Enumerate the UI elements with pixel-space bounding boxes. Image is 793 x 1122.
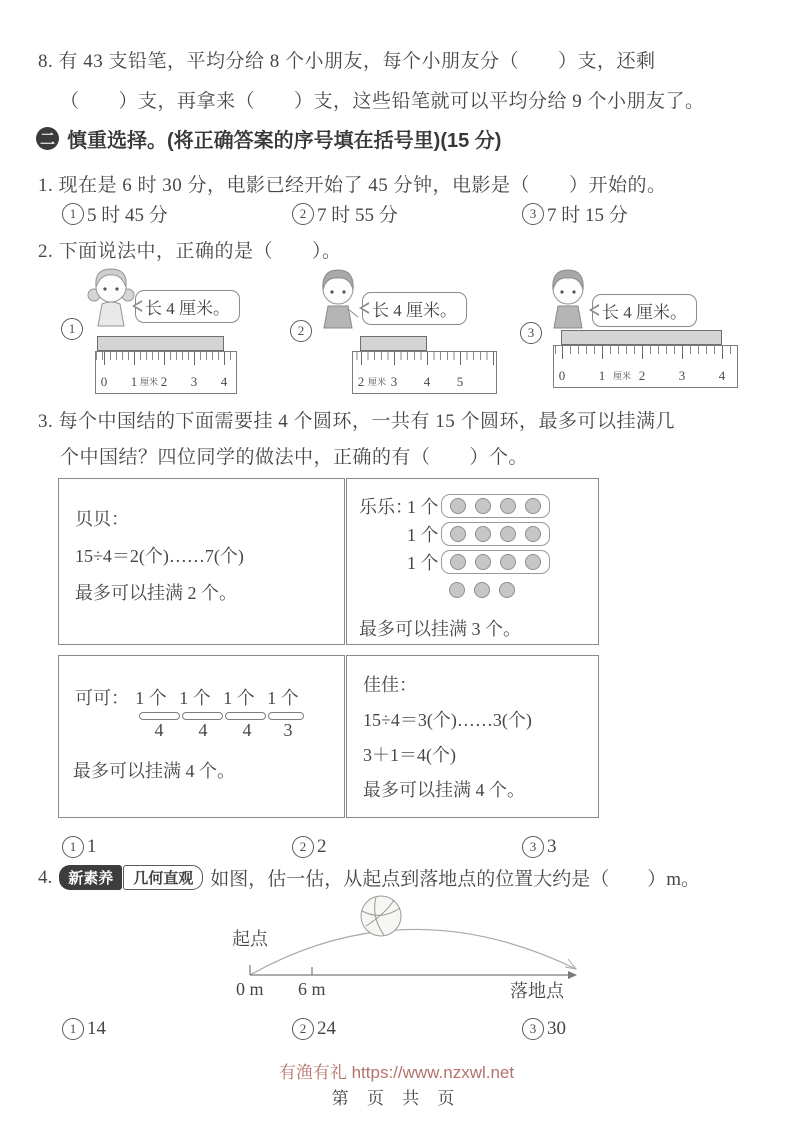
question-4-text: 如图，估一估，从起点到落地点的位置大约是（ ）m。 [210,869,701,890]
group-label: 1 个 [135,688,167,708]
ring-group [441,522,550,546]
ruler-body [95,351,237,394]
ruler-body [352,351,497,394]
ruler-number: 2 [357,374,365,389]
section-2-header [36,124,501,153]
q1-option-1 [62,200,168,227]
speech-bubble [592,294,697,327]
ruler-number: 1 [130,374,138,389]
option-text: 1 [87,836,97,857]
option-text: 7 时 55 分 [317,205,398,226]
measured-strip [97,336,224,351]
ring-icon [450,526,466,542]
group-count: 4 [242,720,252,740]
ring-icon [525,526,541,542]
group-count: 4 [198,720,208,740]
student-work: 3＋1＝4(个) [363,745,456,765]
ruler-number: 3 [190,374,198,389]
ruler-figure-2 [352,336,497,394]
ring-row-2 [359,521,586,547]
ring-icon [450,498,466,514]
ruler-ticks [353,352,496,365]
group-labels-row [75,684,330,710]
ring-icon [500,554,516,570]
ruler-number: 5 [456,374,464,389]
q4-option-2 [292,1018,336,1040]
option-text: 2 [317,836,327,857]
option-circled-number: 3 [522,203,544,225]
student-name: 可可： [75,688,129,708]
figure-3 [515,262,765,404]
ruler-number: 4 [718,368,726,383]
question-3-line2: 个中国结？四位同学的做法中，正确的有（ ）个。 [60,447,529,468]
ruler-number: 0 [558,368,566,383]
option-text: 14 [87,1018,106,1039]
q3-option-3 [522,836,557,858]
q4-option-3 [522,1018,566,1040]
ring-icon [475,554,491,570]
ring-group [441,494,550,518]
option-text: 5 时 45 分 [87,205,168,226]
group-count: 3 [283,720,293,740]
boy-avatar [312,264,364,330]
volleyball-icon [358,893,404,939]
ruler-number: 3 [390,374,398,389]
figure-2-number: 2 [290,320,312,342]
ruler-number: 0 [100,374,108,389]
q4-option-1 [62,1018,106,1040]
new-literacy-badge: 新素养 [59,865,122,890]
ruler-figure-3 [553,330,738,388]
question-8-line2: （ ）支，再拿来（ ）支，这些铅笔就可以平均分给 9 个小朋友了。 [60,91,705,112]
brace-segment [268,712,304,720]
geometric-intuition-badge: 几何直观 [123,865,203,890]
page-number-footer: 第 页 共 页 [331,1089,462,1108]
ring-icon [499,582,515,598]
speech-bubble [362,292,467,325]
site-watermark: 有渔有礼 https://www.nzxwl.net [278,1063,515,1082]
ring-icon [475,498,491,514]
q3-option-1 [62,836,97,858]
group-count-label: 1 个 [407,497,439,517]
six-meter-label: 6 m [298,979,326,999]
option-circled-number: 3 [522,1018,544,1040]
q1-option-2 [292,200,398,227]
student-box-jiajia [346,655,599,818]
brace-row [139,712,330,720]
girl-avatar [85,262,137,328]
student-conclusion: 最多可以挂满 3 个。 [359,619,521,639]
brace-segment [225,712,266,720]
question-3-line1: 3. 每个中国结的下面需要挂 4 个圆环，一共有 15 个圆环，最多可以挂满几 [38,411,676,432]
group-count-label: 1 个 [407,553,439,573]
question-1-text: 1. 现在是 6 时 30 分，电影已经开始了 45 分钟，电影是（ ）开始的。 [38,175,667,196]
group-count: 4 [154,720,164,740]
ring-icon [450,554,466,570]
question-4-number: 4. [38,866,53,888]
ring-icon [525,554,541,570]
ruler-number: 3 [678,368,686,383]
ruler-number: 1 [598,368,606,383]
measured-strip [561,330,722,345]
ring-icon [449,582,465,598]
speech-bubble-text: 长 4 厘米。 [372,301,457,320]
leftover-rings [441,579,523,601]
student-name: 贝贝： [75,509,129,529]
option-circled-number: 1 [62,1018,84,1040]
ring-icon [500,498,516,514]
measured-strip [360,336,427,351]
ruler-number: 2 [638,368,646,383]
q3-option-2 [292,836,327,858]
student-box-keke [58,655,345,818]
option-text: 7 时 15 分 [547,205,628,226]
student-conclusion: 最多可以挂满 4 个。 [363,780,525,800]
zero-meter-label: 0 m [236,979,264,999]
ring-group [441,550,550,574]
figure-3-number: 3 [520,322,542,344]
ruler-figure-1 [95,336,237,394]
student-conclusion: 最多可以挂满 2 个。 [75,583,237,603]
question-2-text: 2. 下面说法中，正确的是（ ）。 [38,241,342,262]
figure-1-number: 1 [61,318,83,340]
ruler-number: 2 [160,374,168,389]
option-text: 30 [547,1018,566,1039]
section-number-icon: 二 [36,127,59,150]
option-circled-number: 2 [292,1018,314,1040]
ruler-number: 4 [220,374,228,389]
speech-bubble-text: 长 4 厘米。 [145,299,230,318]
student-work: 15÷4＝2(个)……7(个) [75,546,244,566]
speech-bubble-text: 长 4 厘米。 [602,303,687,322]
student-box-lele [346,478,599,645]
brace-segment [139,712,180,720]
student-box-beibei [58,478,345,645]
leftover-rings-row [359,577,586,603]
ring-row-1 [359,493,586,519]
ring-icon [475,526,491,542]
ring-icon [525,498,541,514]
ruler-number: 4 [423,374,431,389]
ruler-unit: 厘米 [367,377,387,387]
group-count-label: 1 个 [407,525,439,545]
option-text: 24 [317,1018,336,1039]
brace-segment [182,712,223,720]
question-4-row [38,864,700,891]
question-8-line1: 8. 有 43 支铅笔，平均分给 8 个小朋友，每个小朋友分（ ）支，还剩 [38,51,656,72]
landing-point-label: 落地点 [510,981,564,1001]
group-label: 1 个 [223,688,255,708]
figure-1 [55,262,290,404]
option-circled-number: 2 [292,836,314,858]
group-label: 1 个 [179,688,211,708]
ring-row-3 [359,549,586,575]
group-label: 1 个 [267,688,299,708]
ball-trajectory-diagram [212,893,602,1003]
speech-bubble [135,290,240,323]
ruler-unit: 厘米 [139,377,159,387]
figure-2 [285,262,510,404]
ring-icon [500,526,516,542]
ruler-ticks [554,346,737,359]
student-name: 佳佳： [363,675,417,695]
student-work: 15÷4＝3(个)……3(个) [363,710,532,730]
student-conclusion: 最多可以挂满 4 个。 [73,761,235,781]
start-point-label: 起点 [232,929,268,949]
student-name: 乐乐： [359,497,413,517]
option-text: 3 [547,836,557,857]
boy-avatar [542,264,594,330]
option-circled-number: 1 [62,203,84,225]
ring-icon [474,582,490,598]
ruler-unit: 厘米 [612,371,632,381]
option-circled-number: 3 [522,836,544,858]
section-title: 慎重选择。(将正确答案的序号填在括号里)(15 分) [67,130,502,152]
ruler-body [553,345,738,388]
option-circled-number: 2 [292,203,314,225]
ruler-ticks [96,352,236,365]
q1-option-3 [522,200,628,227]
option-circled-number: 1 [62,836,84,858]
group-counts-row [137,720,330,741]
